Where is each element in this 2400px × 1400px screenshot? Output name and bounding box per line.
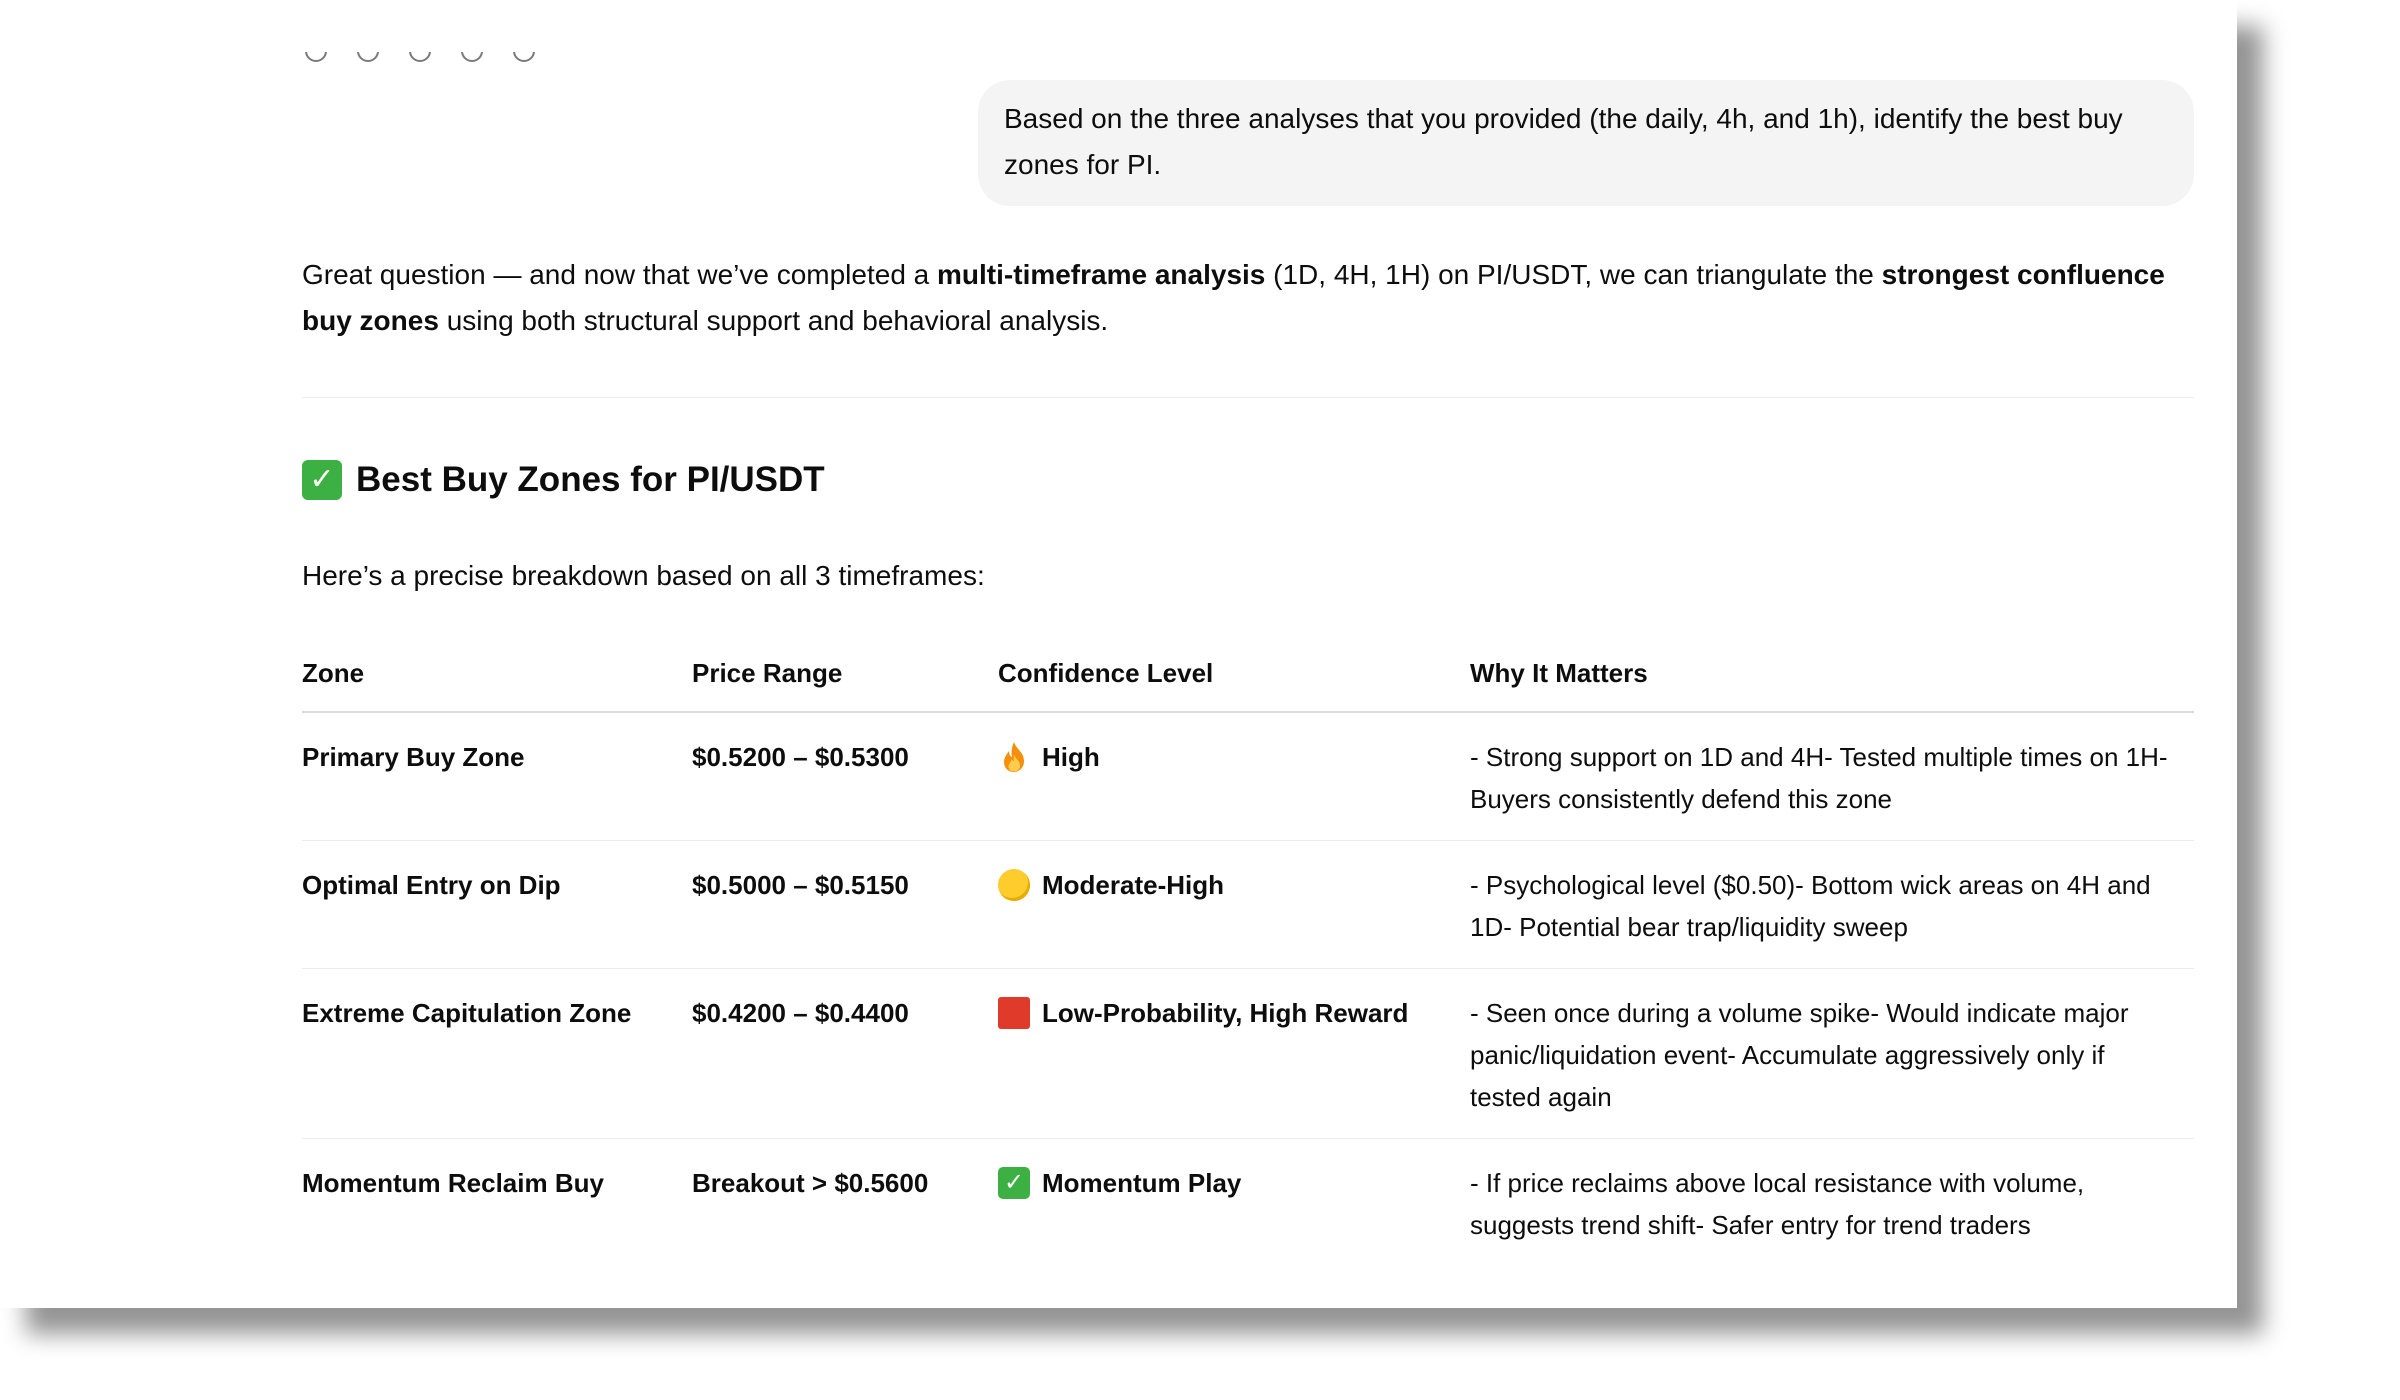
zone-cell: Momentum Reclaim Buy — [302, 1168, 604, 1198]
message-actions-toolbar — [302, 52, 536, 68]
table-row — [302, 969, 2194, 1139]
intro-text: (1D, 4H, 1H) on PI/USDT, we can triangulate the — [1265, 259, 1882, 290]
intro-bold-text: strongest confluence buy zones — [302, 259, 2165, 336]
table-header-row — [302, 637, 2194, 712]
confidence-label: Moderate-High — [1042, 870, 1224, 900]
zone-cell: Primary Buy Zone — [302, 712, 692, 841]
confidence-cell — [998, 969, 1470, 1139]
why-it-matters-cell: - If price reclaims above local resistance with volume, suggests trend shift- Safer entry for trend traders — [1470, 1168, 2085, 1240]
why-it-matters-cell: - Psychological level ($0.50)- Bottom wick areas on 4H and 1D- Potential bear trap/liquidity sweep — [1470, 841, 2194, 969]
column-header-zone: Zone — [302, 637, 692, 712]
copy-icon[interactable] — [302, 52, 328, 68]
fire-icon — [998, 741, 1030, 773]
confidence-label: Momentum Play — [1042, 1168, 1242, 1198]
check-mark-button-icon: ✓ — [302, 460, 342, 500]
user-message-bubble: Based on the three analyses that you provided (the daily, 4h, and 1h), identify the best buy zones for PI. — [978, 80, 2194, 206]
price-range-cell: $0.5000 – $0.5150 — [692, 841, 998, 969]
column-header-price-range: Price Range — [692, 637, 998, 712]
price-range-cell: Breakout > $0.5600 — [692, 1168, 929, 1198]
section-heading-text: Best Buy Zones for PI/USDT — [356, 460, 825, 499]
confidence-label: Low-Probability, High Reward — [1042, 998, 1409, 1028]
section-heading — [302, 456, 2194, 504]
confidence-cell — [998, 1139, 1470, 1267]
zone-cell: Optimal Entry on Dip — [302, 841, 692, 969]
reply-intro — [302, 252, 2194, 344]
table-lead: Here’s a precise breakdown based on all 3 timeframes: — [302, 560, 985, 591]
price-range-cell: $0.5200 – $0.5300 — [692, 712, 998, 841]
yellow-circle-icon — [998, 869, 1030, 901]
intro-text: Great question — and now that we’ve completed a — [302, 259, 938, 290]
check-mark-button-icon: ✓ — [998, 1167, 1030, 1199]
regenerate-icon[interactable] — [510, 52, 536, 68]
confidence-cell — [998, 712, 1470, 841]
confidence-cell — [998, 841, 1470, 969]
speaker-icon[interactable] — [458, 52, 484, 68]
thumbs-up-icon[interactable] — [354, 52, 380, 68]
confidence-label: High — [1042, 742, 1100, 772]
divider — [302, 397, 2194, 398]
buy-zones-table — [302, 637, 2194, 1266]
why-it-matters-cell: - Strong support on 1D and 4H- Tested multiple times on 1H- Buyers consistently defend this zone — [1470, 712, 2194, 841]
table-row — [302, 841, 2194, 969]
table-row — [302, 1139, 2194, 1267]
intro-text: using both structural support and behavioral analysis. — [438, 305, 1109, 336]
zone-cell: Extreme Capitulation Zone — [302, 969, 692, 1139]
intro-bold-text: multi-timeframe analysis — [937, 259, 1266, 290]
why-it-matters-cell: - Seen once during a volume spike- Would indicate major panic/liquidation event- Accumulate aggressively only if tested again — [1470, 969, 2194, 1139]
table-row — [302, 712, 2194, 841]
thumbs-down-icon[interactable] — [406, 52, 432, 68]
column-header-confidence-level: Confidence Level — [998, 637, 1470, 712]
assistant-reply — [302, 252, 2194, 1266]
column-header-why-it-matters: Why It Matters — [1470, 637, 2194, 712]
red-square-icon — [998, 997, 1030, 1029]
price-range-cell: $0.4200 – $0.4400 — [692, 969, 998, 1139]
